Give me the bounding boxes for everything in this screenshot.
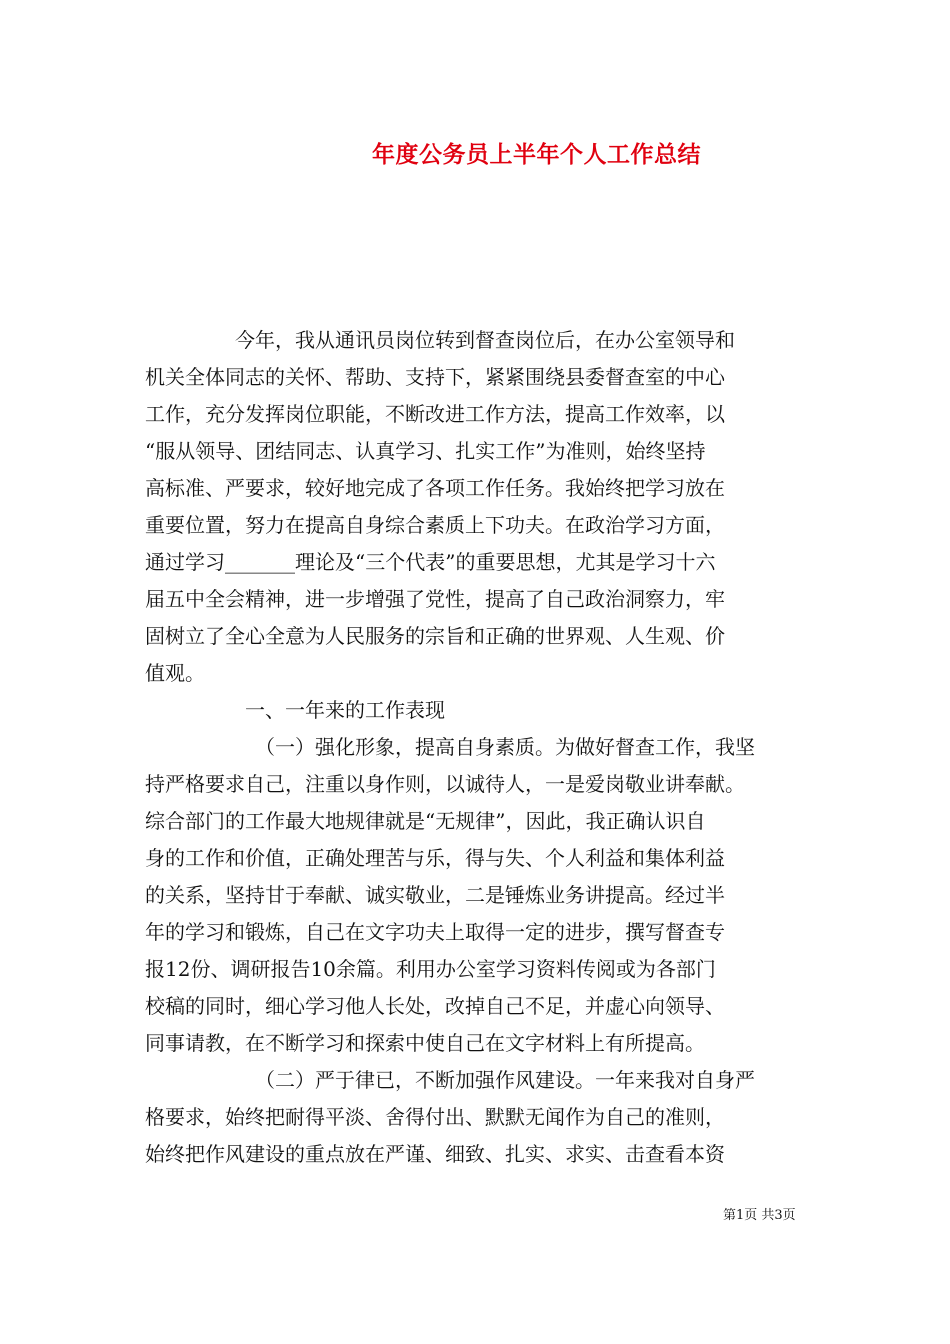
text-line: 今年，我从通讯员岗位转到督查岗位后，在办公室领导和 — [235, 328, 735, 352]
text-line: 同事请教，在不断学习和探索中使自己在文字材料上有所提高。 — [145, 1031, 705, 1055]
text-line: （二）严于律已，不断加强作风建设。一年来我对自身严 — [255, 1068, 755, 1092]
text-line: 始终把作风建设的重点放在严谨、细致、扎实、求实、击查看本资 — [145, 1142, 725, 1166]
text-line: 报12份、调研报告10余篇。利用办公室学习资料传阅或为各部门 — [145, 957, 716, 981]
text-line: 综合部门的工作最大地规律就是“无规律”，因此，我正确认识自 — [145, 809, 706, 833]
text-line: 校稿的同时，细心学习他人长处，改掉自己不足，并虚心向领导、 — [145, 994, 725, 1018]
text-line: （一）强化形象，提高自身素质。为做好督查工作，我坚 — [255, 735, 755, 759]
text-line: 高标准、严要求，较好地完成了各项工作任务。我始终把学习放在 — [145, 476, 725, 500]
text-line: 格要求，始终把耐得平淡、舍得付出、默默无闻作为自己的准则， — [145, 1105, 725, 1129]
section-heading: 一、一年来的工作表现 — [245, 698, 445, 722]
page-footer: 第1页 共3页 — [723, 1208, 796, 1223]
text-line: 重要位置，努力在提高自身综合素质上下功夫。在政治学习方面， — [145, 513, 725, 537]
text-line: 届五中全会精神，进一步增强了党性，提高了自己政治洞察力，牢 — [145, 587, 725, 611]
text-line: “服从领导、团结同志、认真学习、扎实工作”为准则，始终坚持 — [145, 439, 706, 463]
text-line: 固树立了全心全意为人民服务的宗旨和正确的世界观、人生观、价 — [145, 624, 725, 648]
text-line: 持严格要求自己，注重以身作则，以诚待人，一是爱岗敬业讲奉献。 — [145, 772, 745, 796]
document-body — [145, 322, 810, 1173]
text-line: 工作，充分发挥岗位职能，不断改进工作方法，提高工作效率，以 — [145, 402, 725, 426]
text-line: 的关系，坚持甘于奉献、诚实敬业，二是锤炼业务讲提高。经过半 — [145, 883, 725, 907]
text-line: 身的工作和价值，正确处理苦与乐，得与失、个人利益和集体利益 — [145, 846, 725, 870]
document-title: 年度公务员上半年个人工作总结 — [372, 142, 701, 168]
text-line: 机关全体同志的关怀、帮助、支持下，紧紧围绕县委督查室的中心 — [145, 365, 725, 389]
text-line: 值观。 — [145, 661, 205, 685]
text-line: 通过学习_______理论及“三个代表”的重要思想，尤其是学习十六 — [145, 550, 716, 574]
text-line: 年的学习和锻炼，自己在文字功夫上取得一定的进步，撰写督查专 — [145, 920, 725, 944]
